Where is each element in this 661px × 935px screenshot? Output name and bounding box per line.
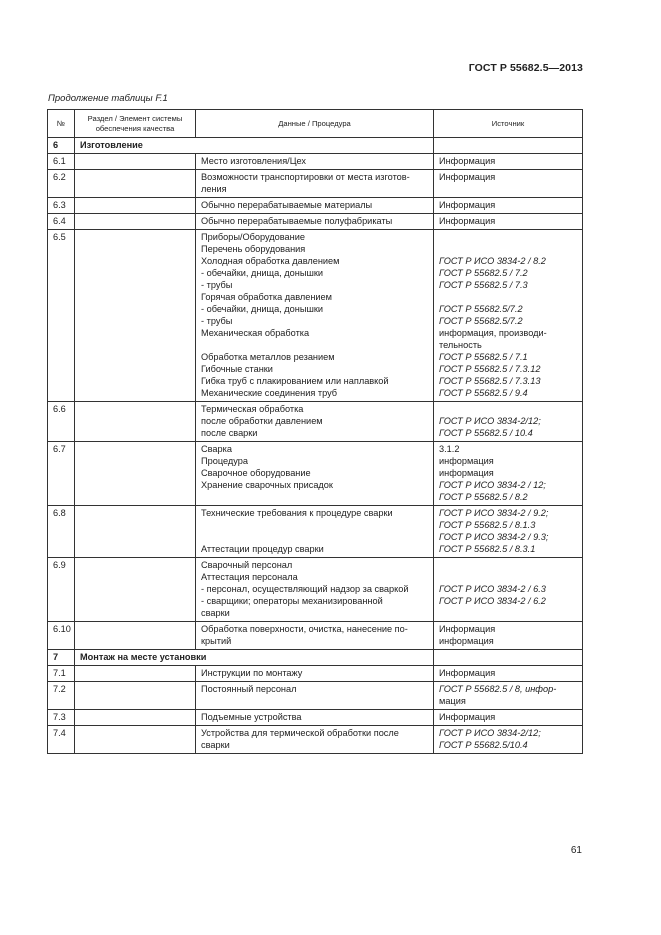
procedure-line: - трубы xyxy=(201,280,233,290)
row-number: 6.5 xyxy=(48,230,75,402)
procedure-line: - трубы xyxy=(201,316,233,326)
row-number: 7 xyxy=(48,650,75,666)
procedure-cell xyxy=(196,214,434,230)
table-row xyxy=(48,506,583,558)
section-cell xyxy=(75,506,196,558)
procedure-line: Холодная обработка давлением xyxy=(201,256,340,266)
table-row xyxy=(48,666,583,682)
row-number: 7.2 xyxy=(48,682,75,710)
procedure-line: сварки xyxy=(201,608,230,618)
row-number: 6.9 xyxy=(48,558,75,622)
source-cell xyxy=(434,214,583,230)
row-number: 6.6 xyxy=(48,402,75,442)
source-line: ГОСТ Р 55682.5 / 7.1 xyxy=(439,352,528,362)
section-cell xyxy=(75,710,196,726)
source-line: ГОСТ Р 55682.5 / 8.2 xyxy=(439,492,528,502)
source-cell xyxy=(434,622,583,650)
source-line: мация xyxy=(439,696,466,706)
row-number: 6.10 xyxy=(48,622,75,650)
section-cell xyxy=(75,442,196,506)
source-line: информация xyxy=(439,468,494,478)
procedure-line: Обычно перерабатываемые материалы xyxy=(201,200,373,210)
source-line xyxy=(439,231,577,243)
source-line: ГОСТ Р ИСО 3834-2 / 9.2; xyxy=(439,508,549,518)
procedure-line: - обечайки, днища, донышки xyxy=(201,304,323,314)
procedure-line: Обработка металлов резанием xyxy=(201,352,335,362)
source-line: Информация xyxy=(439,668,496,678)
procedure-line: Устройства для термической обработки после xyxy=(201,728,399,738)
source-cell xyxy=(434,666,583,682)
source-line: ГОСТ Р 55682.5 / 7.2 xyxy=(439,268,528,278)
procedure-line: ления xyxy=(201,184,227,194)
source-cell xyxy=(434,682,583,710)
procedure-cell xyxy=(196,230,434,402)
source-line: ГОСТ Р ИСО 3834-2 / 9.3; xyxy=(439,532,549,542)
section-cell xyxy=(75,682,196,710)
source-cell xyxy=(434,154,583,170)
procedure-line: Гибка труб с плакированием или наплавкой xyxy=(201,376,389,386)
column-header-number: № xyxy=(48,110,75,138)
row-number: 6.3 xyxy=(48,198,75,214)
source-line: Информация xyxy=(439,172,496,182)
table-row xyxy=(48,442,583,506)
procedure-line: после сварки xyxy=(201,428,258,438)
procedure-cell xyxy=(196,666,434,682)
procedure-cell xyxy=(196,558,434,622)
source-cell xyxy=(434,442,583,506)
procedure-line: Хранение сварочных присадок xyxy=(201,480,333,490)
empty-cell xyxy=(434,650,583,666)
source-line: Информация xyxy=(439,712,496,722)
document-standard-header: ГОСТ Р 55682.5—2013 xyxy=(468,62,583,74)
source-line xyxy=(439,559,577,571)
quality-system-table xyxy=(47,109,583,754)
source-line: ГОСТ Р 55682.5 / 7.3.13 xyxy=(439,376,541,386)
source-cell xyxy=(434,506,583,558)
table-row xyxy=(48,170,583,198)
procedure-line: сварки xyxy=(201,740,230,750)
source-line: ГОСТ Р 55682.5/10.4 xyxy=(439,740,528,750)
procedure-cell xyxy=(196,710,434,726)
procedure-line: Аттестации процедур сварки xyxy=(201,544,324,554)
source-line: ГОСТ Р 55682.5 / 9.4 xyxy=(439,388,528,398)
procedure-cell xyxy=(196,402,434,442)
table-row xyxy=(48,230,583,402)
source-line: ГОСТ Р 55682.5 / 8.1.3 xyxy=(439,520,536,530)
procedure-cell xyxy=(196,506,434,558)
table-row xyxy=(48,214,583,230)
procedure-cell xyxy=(196,170,434,198)
column-header-source: Источник xyxy=(434,110,583,138)
source-line: ГОСТ Р 55682.5/7.2 xyxy=(439,304,523,314)
source-line: ГОСТ Р 55682.5 / 8.3.1 xyxy=(439,544,536,554)
section-cell xyxy=(75,558,196,622)
procedure-line: Перечень оборудования xyxy=(201,244,306,254)
source-cell xyxy=(434,558,583,622)
procedure-line: Гибочные станки xyxy=(201,364,273,374)
procedure-line: Механическая обработка xyxy=(201,328,310,338)
page-number: 61 xyxy=(570,845,582,856)
table-body xyxy=(48,138,583,754)
procedure-line xyxy=(201,531,428,543)
source-line: ГОСТ Р ИСО 3834-2/12; xyxy=(439,416,541,426)
section-cell xyxy=(75,198,196,214)
source-cell xyxy=(434,726,583,754)
source-cell xyxy=(434,170,583,198)
row-number: 7.3 xyxy=(48,710,75,726)
row-number: 6.1 xyxy=(48,154,75,170)
row-number: 6.7 xyxy=(48,442,75,506)
section-cell xyxy=(75,666,196,682)
table-row xyxy=(48,138,583,154)
source-line: ГОСТ Р ИСО 3834-2 / 6.3 xyxy=(439,584,546,594)
procedure-line: Возможности транспортировки от места изготов- xyxy=(201,172,410,182)
row-number: 7.4 xyxy=(48,726,75,754)
source-line xyxy=(439,403,577,415)
section-cell xyxy=(75,170,196,198)
table-row xyxy=(48,710,583,726)
procedure-line: крытий xyxy=(201,636,232,646)
source-line: информация, производи- xyxy=(439,328,547,338)
procedure-line: - обечайки, днища, донышки xyxy=(201,268,323,278)
source-line: ГОСТ Р ИСО 3834-2 / 6.2 xyxy=(439,596,546,606)
source-line: информация xyxy=(439,456,494,466)
section-cell xyxy=(75,402,196,442)
row-number: 6.4 xyxy=(48,214,75,230)
procedure-cell xyxy=(196,622,434,650)
source-cell xyxy=(434,230,583,402)
source-line: тельность xyxy=(439,340,482,350)
source-line xyxy=(439,571,577,583)
procedure-cell xyxy=(196,154,434,170)
procedure-line: Аттестация персонала xyxy=(201,572,298,582)
source-line: Информация xyxy=(439,624,496,634)
table-row xyxy=(48,198,583,214)
source-line: ГОСТ Р ИСО 3834-2/12; xyxy=(439,728,541,738)
source-cell xyxy=(434,402,583,442)
source-line: Информация xyxy=(439,200,496,210)
source-line: ГОСТ Р 55682.5 / 10.4 xyxy=(439,428,533,438)
table-row xyxy=(48,154,583,170)
procedure-line: Сварочный персонал xyxy=(201,560,293,570)
row-number: 7.1 xyxy=(48,666,75,682)
source-line: 3.1.2 xyxy=(439,444,460,454)
source-cell xyxy=(434,198,583,214)
procedure-line: Механические соединения труб xyxy=(201,388,338,398)
procedure-line: Процедура xyxy=(201,456,248,466)
source-line: информация xyxy=(439,636,494,646)
empty-cell xyxy=(434,138,583,154)
procedure-line: после обработки давлением xyxy=(201,416,323,426)
source-line xyxy=(439,291,577,303)
source-line xyxy=(439,243,577,255)
section-cell xyxy=(75,214,196,230)
procedure-cell xyxy=(196,198,434,214)
row-number: 6.2 xyxy=(48,170,75,198)
source-line: Информация xyxy=(439,216,496,226)
procedure-line: - персонал, осуществляющий надзор за сваркой xyxy=(201,584,409,594)
section-cell xyxy=(75,154,196,170)
section-cell xyxy=(75,726,196,754)
procedure-cell xyxy=(196,726,434,754)
table-row xyxy=(48,558,583,622)
table-row xyxy=(48,402,583,442)
procedure-line: Обработка поверхности, очистка, нанесение по- xyxy=(201,624,408,634)
source-line: ГОСТ Р ИСО 3834-2 / 12; xyxy=(439,480,546,490)
procedure-cell xyxy=(196,442,434,506)
table-continuation-caption: Продолжение таблицы F.1 xyxy=(48,93,168,104)
source-line xyxy=(439,607,577,619)
table-row xyxy=(48,726,583,754)
source-line: ГОСТ Р ИСО 3834-2 / 8.2 xyxy=(439,256,546,266)
procedure-line: Инструкции по монтажу xyxy=(201,668,303,678)
source-line: Информация xyxy=(439,156,496,166)
procedure-line: - сварщики; операторы механизированной xyxy=(201,596,383,606)
row-number: 6.8 xyxy=(48,506,75,558)
section-cell xyxy=(75,230,196,402)
procedure-cell xyxy=(196,682,434,710)
section-cell xyxy=(75,622,196,650)
source-cell xyxy=(434,710,583,726)
table-header-row xyxy=(48,110,583,138)
source-line: ГОСТ Р 55682.5 / 7.3.12 xyxy=(439,364,541,374)
procedure-line: Сварка xyxy=(201,444,232,454)
procedure-line xyxy=(201,339,428,351)
procedure-line xyxy=(201,519,428,531)
source-line: ГОСТ Р 55682.5 / 8, инфор- xyxy=(439,684,557,694)
section-title: Изготовление xyxy=(75,138,434,154)
table-row xyxy=(48,622,583,650)
procedure-line: Термическая обработка xyxy=(201,404,304,414)
table-row xyxy=(48,682,583,710)
procedure-line: Подъемные устройства xyxy=(201,712,302,722)
source-line: ГОСТ Р 55682.5 / 7.3 xyxy=(439,280,528,290)
section-title: Монтаж на месте установки xyxy=(75,650,434,666)
procedure-line: Горячая обработка давлением xyxy=(201,292,332,302)
procedure-line: Место изготовления/Цех xyxy=(201,156,307,166)
procedure-line: Приборы/Оборудование xyxy=(201,232,305,242)
column-header-data: Данные / Процедура xyxy=(196,110,434,138)
procedure-line: Технические требования к процедуре сварки xyxy=(201,508,393,518)
table-row xyxy=(48,650,583,666)
column-header-section: Раздел / Элемент системы обеспечения качества xyxy=(75,110,196,138)
row-number: 6 xyxy=(48,138,75,154)
source-line: ГОСТ Р 55682.5/7.2 xyxy=(439,316,523,326)
procedure-line: Обычно перерабатываемые полуфабрикаты xyxy=(201,216,393,226)
procedure-line: Сварочное оборудование xyxy=(201,468,311,478)
procedure-line: Постоянный персонал xyxy=(201,684,297,694)
